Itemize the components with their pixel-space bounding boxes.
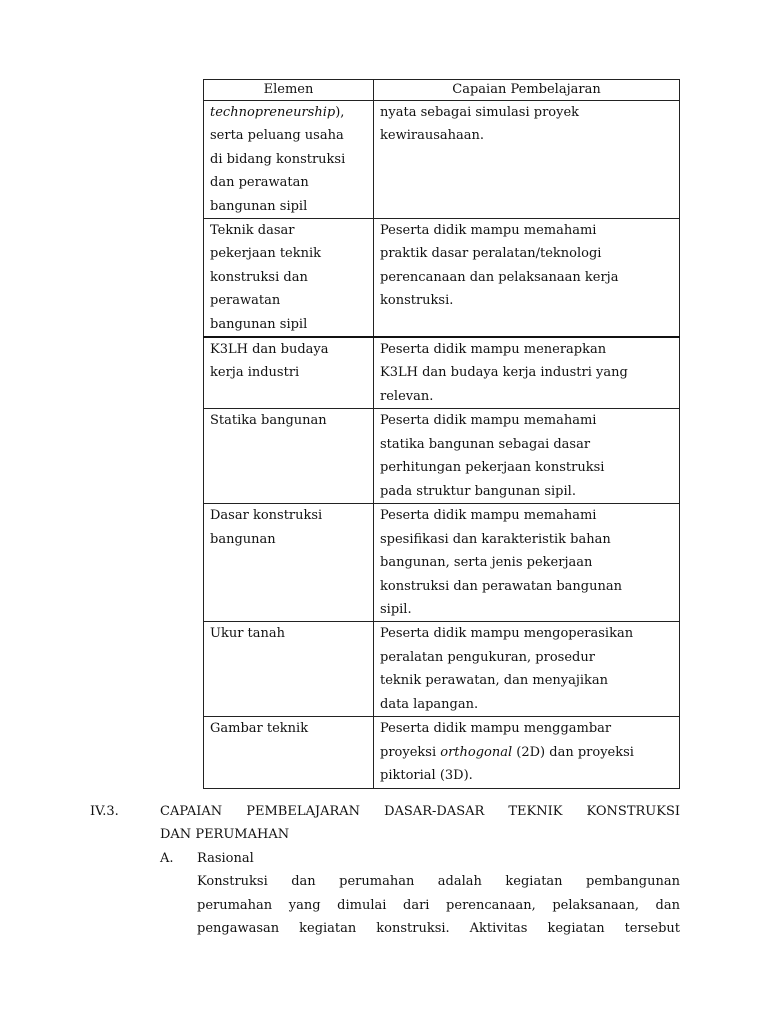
section-iv3 <box>90 800 680 940</box>
section-title-line2: DAN PERUMAHAN <box>160 827 290 843</box>
capaian-text: Peserta didik mampu memahami praktik dasar peralatan/teknologi perencanaan dan pelaksanaan kerja konstruksi. <box>380 223 619 309</box>
capaian-cell <box>374 337 680 409</box>
elemen-cell <box>204 409 374 504</box>
section-number: IV.3. <box>90 804 119 819</box>
elemen-text: Statika bangunan <box>210 413 327 429</box>
elemen-text: Gambar teknik <box>210 721 309 737</box>
table-row <box>204 504 680 622</box>
table-row <box>204 219 680 338</box>
capaian-cell <box>374 504 680 622</box>
subsection-title: Rasional <box>197 850 254 866</box>
elemen-cell <box>204 219 374 338</box>
capaian-cell <box>374 409 680 504</box>
subsection-letter: A. <box>160 850 174 866</box>
header-capaian: Capaian Pembelajaran <box>374 80 680 101</box>
elemen-cell <box>204 504 374 622</box>
paragraph-line: Konstruksi dan perumahan adalah kegiatan pembangunan <box>197 874 680 890</box>
table-row <box>204 409 680 504</box>
table-row <box>204 337 680 409</box>
capaian-text: Peserta didik mampu menerapkan K3LH dan budaya kerja industri yang relevan. <box>380 342 628 404</box>
elemen-cell <box>204 622 374 717</box>
table-row <box>204 622 680 717</box>
subsection-heading <box>90 847 680 870</box>
elemen-cell <box>204 101 374 219</box>
section-heading <box>90 800 680 823</box>
header-elemen: Elemen <box>204 80 374 101</box>
capaian-text: Peserta didik mampu mengoperasikan peralatan pengukuran, prosedur teknik perawatan, dan menyajikan data lapangan. <box>380 626 634 712</box>
elemen-text: Teknik dasar pekerjaan teknik konstruksi dan perawatan bangunan sipil <box>210 223 322 332</box>
table-row <box>204 717 680 788</box>
capaian-cell <box>374 622 680 717</box>
capaian-italic-text: orthogonal <box>440 744 513 760</box>
elemen-cell <box>204 717 374 788</box>
elemen-text: ), serta peluang usaha di bidang konstruksi dan perawatan bangunan sipil <box>210 105 346 214</box>
table-header-row <box>204 80 680 101</box>
section-title-line1: CAPAIAN PEMBELAJARAN DASAR-DASAR TEKNIK KONSTRUKSI <box>160 804 680 819</box>
learning-outcomes-table <box>203 79 680 789</box>
paragraph-line: pengawasan kegiatan konstruksi. Aktivitas kegiatan tersebut <box>197 921 680 937</box>
capaian-text-end: (2D) dan proyeksi piktorial (3D). <box>380 744 634 784</box>
capaian-text: Peserta didik mampu menggambar proyeksi <box>380 721 612 760</box>
elemen-italic-text: technopreneurship <box>210 105 336 120</box>
capaian-cell <box>374 717 680 788</box>
capaian-text: Peserta didik mampu memahami spesifikasi dan karakteristik bahan bangunan, serta jenis pekerjaan konstruksi dan perawatan bangunan sipil. <box>380 508 622 617</box>
elemen-text: Ukur tanah <box>210 626 286 642</box>
capaian-cell <box>374 101 680 219</box>
elemen-cell <box>204 337 374 409</box>
table-row <box>204 101 680 219</box>
elemen-text: K3LH dan budaya kerja industri <box>210 342 329 381</box>
paragraph-line: perumahan yang dimulai dari perencanaan, pelaksanaan, dan <box>197 897 680 913</box>
rasional-paragraph <box>90 870 680 940</box>
capaian-text: Peserta didik mampu memahami statika bangunan sebagai dasar perhitungan pekerjaan konstruksi pada struktur bangunan sipil. <box>380 413 605 499</box>
capaian-text: nyata sebagai simulasi proyek kewirausahaan. <box>380 105 580 144</box>
elemen-text: Dasar konstruksi bangunan <box>210 508 323 547</box>
capaian-cell <box>374 219 680 338</box>
